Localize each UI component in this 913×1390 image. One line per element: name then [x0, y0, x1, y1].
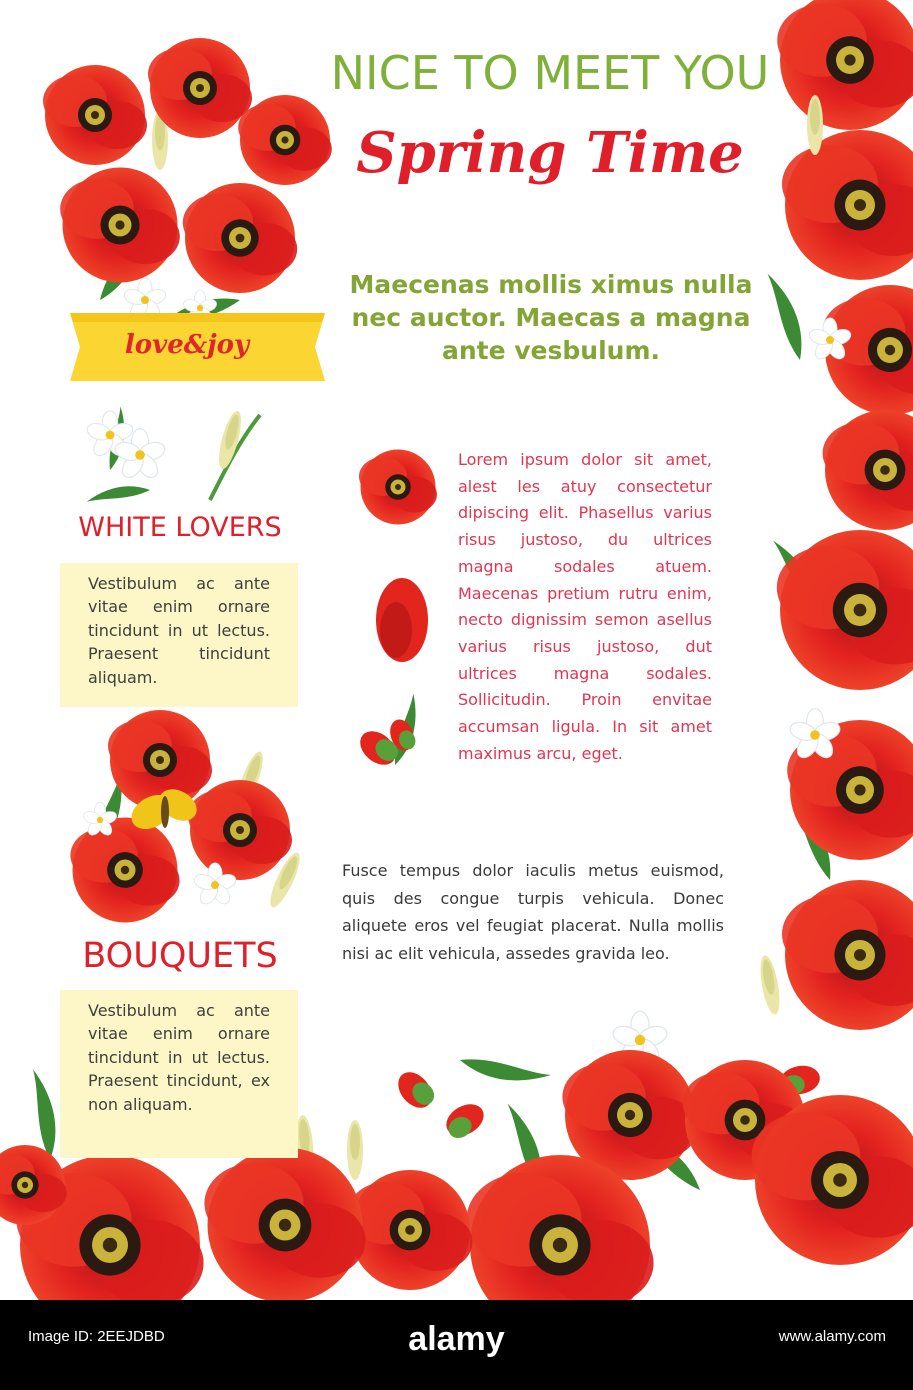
- secondary-body-text: Fusce tempus dolor iaculis metus euismod, quis des congue turpis vehicula. Donec aliquete eros vel feugiat placerat. Nulla mollis nisi ac elit vehicula, assedes gravida leo.: [342, 861, 724, 963]
- white-flower-icon: [83, 406, 167, 526]
- white-lovers-text: Vestibulum ac ante vitae enim ornare tincidunt in ut lectus. Praesent tincidunt aliquam.: [88, 574, 270, 687]
- watermark-logo: alamy: [408, 1320, 505, 1358]
- watermark-image-id: Image ID: 2EEJDBD: [28, 1328, 165, 1345]
- butterfly-bouquet: [60, 710, 305, 923]
- bouquets-text: Vestibulum ac ante vitae enim ornare tincidunt in ut lectus. Praesent tincidunt, ex non aliquam.: [88, 1001, 270, 1114]
- page-title: Spring Time: [356, 120, 744, 186]
- subtitle: Maecenas mollis ximus nulla nec auctor. Maecas a magna ante vesbulum.: [349, 270, 753, 365]
- poppy-icon: [359, 450, 437, 525]
- white-lovers-heading: WHITE LOVERS: [78, 512, 282, 543]
- bouquets-heading: BOUQUETS: [82, 936, 278, 976]
- ribbon-text: love&joy: [124, 330, 250, 360]
- watermark-url: www.alamy.com: [778, 1328, 886, 1345]
- main-body-text: Lorem ipsum dolor sit amet, alest les atuy consectetur dipiscing elit. Phasellus varius risus justoso, du ultrices magna sodales atuem. Maecenas pretium rutru enim, necto dignissim semon asellus varius risus justoso, dut ultrices magna sodales. Sollicitudin. Proin envitae accumsan ligula. In sit amet maximus arcu, eget.: [458, 450, 712, 763]
- poppy-side-icon: [376, 578, 428, 662]
- greeting-heading: NICE TO MEET YOU: [330, 46, 770, 100]
- poppy-bud-icon: [354, 694, 441, 772]
- white-lovers-box: [60, 563, 298, 707]
- bouquets-box: [60, 990, 298, 1158]
- top-left-bouquet: [43, 38, 332, 356]
- meadow-sprig-icon: [210, 409, 260, 500]
- watermark-bar: [0, 1300, 913, 1390]
